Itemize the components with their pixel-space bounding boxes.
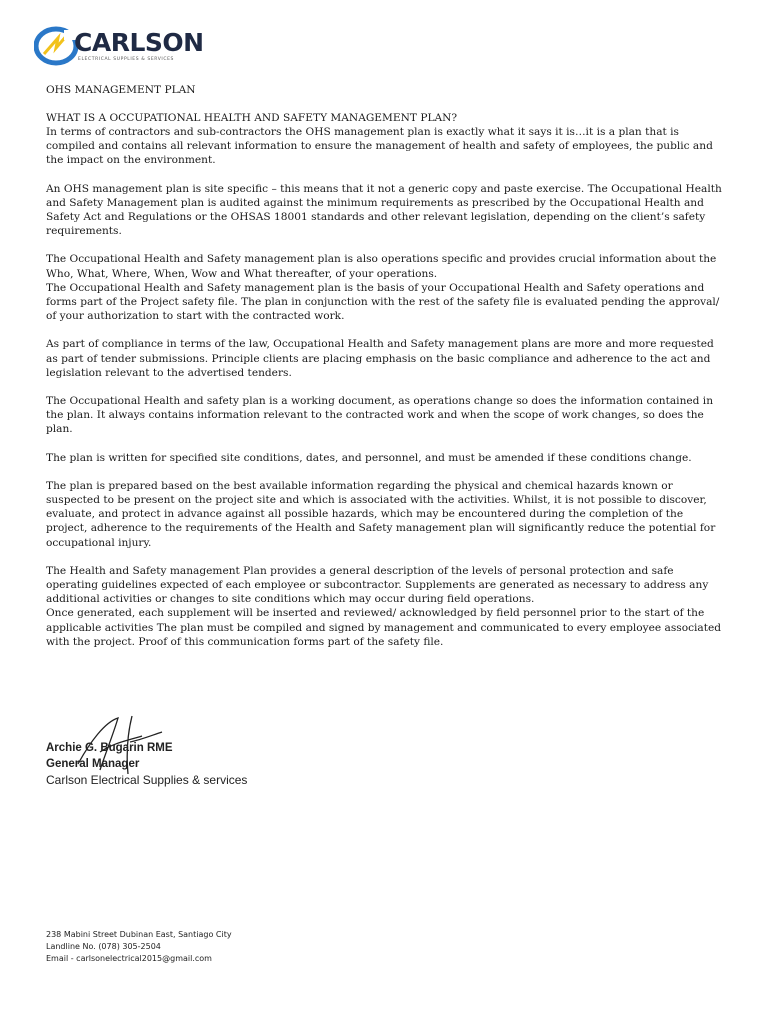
- paragraph-6: The Occupational Health and safety plan is a working document, as operations change so does the information contained in the plan. It always contains information relevant to the contracted work and when the scope of work changes, so does the plan.: [46, 395, 714, 436]
- paragraph-1: In terms of contractors and sub-contractors the OHS management plan is exactly what it says it is…it is a plan that is compiled and contains all relevant information to ensure the management of health and safety of employees, the public and the impact on the environment.: [46, 126, 713, 167]
- logo-wordmark: CARLSON: [74, 28, 204, 57]
- paragraph-9: The Health and Safety management Plan provides a general description of the levels of personal protection and safe operating guidelines expected of each employee or subcontractor. Supplements are generated as necessary to address any additional activities or changes to site conditions which may occur during field operations.: [46, 564, 709, 606]
- paragraph-10: Once generated, each supplement will be inserted and reviewed/ acknowledged by field personnel prior to the start of the applicable activities The plan must be compiled and signed by management and communicated to every employee associated with the project. Proof of this communication forms part of the safety file.: [46, 607, 722, 648]
- paragraph-4: The Occupational Health and Safety management plan is the basis of your Occupational Health and Safety operations and forms part of the Project safety file. The plan in conjunction with the rest of the safety file is evaluated pending the approval/ of your authorization to start with the contracted work.: [46, 281, 720, 323]
- company-logo: [34, 22, 204, 72]
- logo-tagline: ELECTRICAL SUPPLIES & SERVICES: [78, 57, 175, 62]
- paragraph-3: The Occupational Health and Safety management plan is also operations specific and provides crucial information about the Who, What, Where, When, Wow and What thereafter, of your operations.: [46, 253, 717, 280]
- document-body: [46, 83, 726, 649]
- footer-address: 238 Mabini Street Dubinan East, Santiago City: [46, 930, 232, 939]
- signatory-company: Carlson Electrical Supplies & services: [46, 773, 248, 787]
- signatory-name: Archie G. Bugarin RME: [46, 742, 173, 754]
- paragraph-8: The plan is prepared based on the best available information regarding the physical and chemical hazards known or suspected to be present on the project site and which is associated with the activities. Whilst, it is not possible to discover, evaluate, and protect in advance against all possible hazards, which may be encountered during the completion of the project, adherence to the requirements of the Health and Safety management plan will significantly reduce the potential for occupational injury.: [46, 479, 716, 549]
- signatory-role: General Manager: [46, 758, 140, 770]
- paragraph-7: The plan is written for specified site conditions, dates, and personnel, and must be amended if these conditions change.: [46, 451, 692, 464]
- footer-landline: Landline No. (078) 305-2504: [46, 942, 161, 951]
- signature-block: [46, 740, 247, 788]
- footer-contact: [46, 929, 232, 965]
- paragraph-5: As part of compliance in terms of the law, Occupational Health and Safety management plans are more and more requested as part of tender submissions. Principle clients are placing emphasis on the basic compliance and adherence to the act and legislation relevant to the advertised tenders.: [46, 338, 714, 379]
- section-heading: WHAT IS A OCCUPATIONAL HEALTH AND SAFETY MANAGEMENT PLAN?: [46, 112, 458, 124]
- paragraph-2: An OHS management plan is site specific – this means that it not a generic copy and paste exercise. The Occupational Health and Safety Management plan is audited against the minimum requirements as prescribed by the Occupational Health and Safety Act and Regulations or the OHSAS 18001 standards and other relevant legislation, depending on the client’s safety requirements.: [46, 182, 722, 238]
- document-title: OHS MANAGEMENT PLAN: [46, 84, 196, 96]
- footer-email: Email - carlsonelectrical2015@gmail.com: [46, 954, 212, 963]
